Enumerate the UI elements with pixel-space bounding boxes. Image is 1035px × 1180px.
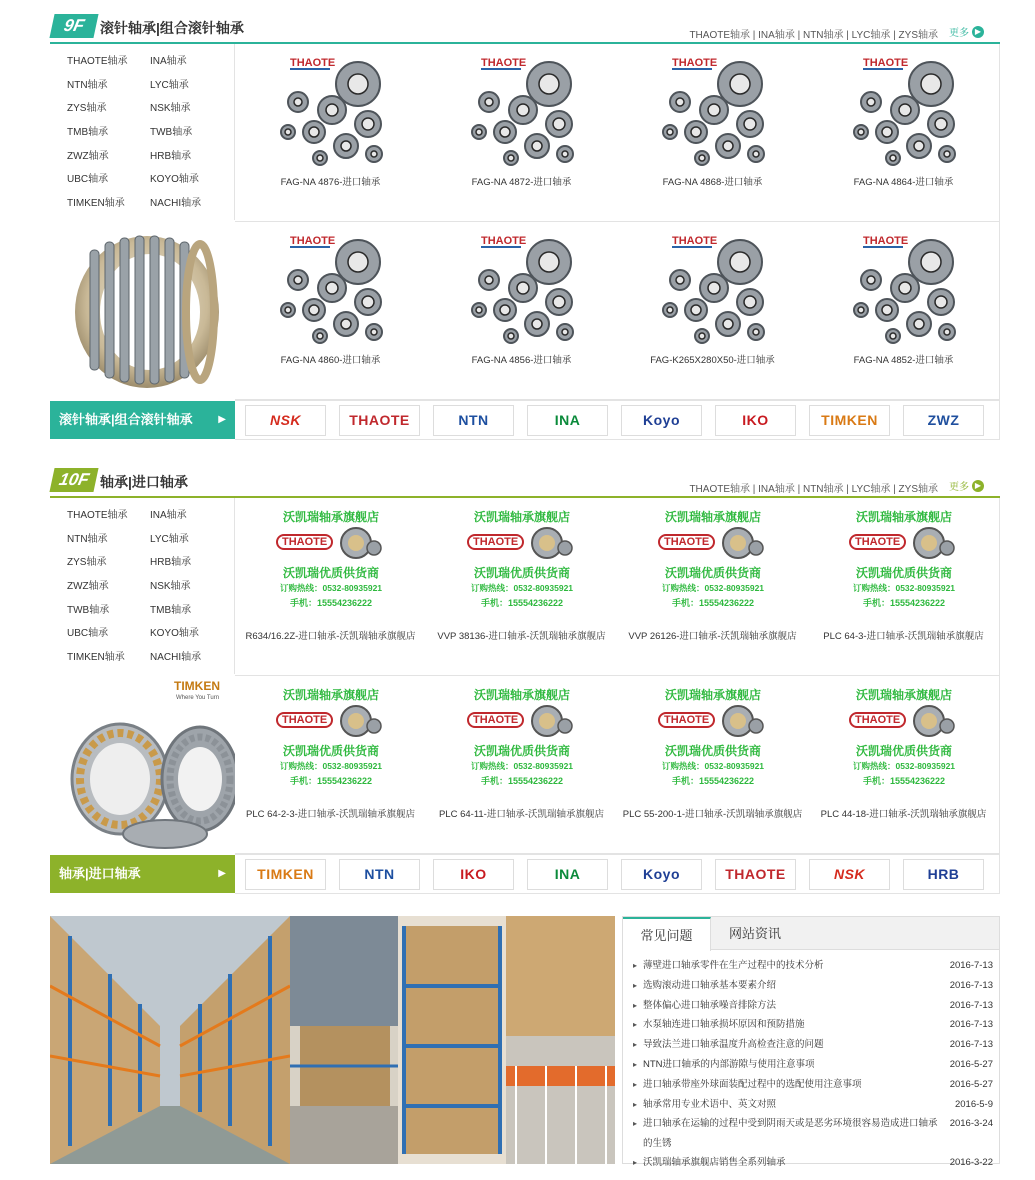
product-image[interactable] [268, 54, 394, 172]
news-item[interactable] [633, 956, 993, 976]
promo-mobile: 手机：15554236222 [862, 598, 946, 608]
category-link[interactable]: LYC轴承 [150, 533, 189, 545]
brand-logo-zwz[interactable]: ZWZ [903, 405, 984, 436]
brand-logo-iko[interactable]: IKO [433, 859, 514, 890]
warehouse-photos [50, 916, 615, 1164]
news-title[interactable]: 沃凯瑞轴承旗舰店销售全系列轴承 [643, 1157, 786, 1169]
product-title[interactable]: PLC 64-3-进口轴承-沃凯瑞轴承旗舰店 [823, 631, 984, 642]
product-card[interactable] [235, 676, 426, 854]
news-title[interactable]: 薄壁进口轴承零件在生产过程中的技术分析 [643, 960, 824, 971]
category-link[interactable]: HRB轴承 [150, 150, 192, 162]
category-link[interactable]: TWB轴承 [67, 604, 110, 616]
news-title[interactable]: 整体偏心进口轴承噪音排除方法 [643, 999, 777, 1011]
product-grid [235, 498, 1000, 854]
side-category-title[interactable] [50, 855, 235, 893]
thaote-logo-text: THAOTE [672, 57, 718, 69]
side-title-text[interactable]: 滚针轴承|组合滚针轴承 [59, 412, 193, 427]
category-list [50, 498, 235, 674]
thaote-logo-text: THAOTE [863, 57, 909, 69]
product-card[interactable] [617, 676, 808, 854]
news-panel [622, 916, 1000, 1169]
news-item[interactable] [633, 1095, 993, 1115]
product-card[interactable] [617, 44, 808, 221]
tab-site-news[interactable]: 网站资讯 [728, 926, 781, 941]
product-row [235, 44, 999, 222]
category-link[interactable]: TMB轴承 [150, 604, 192, 616]
product-card[interactable] [808, 498, 999, 675]
arrow-right-icon: ▶ [972, 26, 984, 38]
product-image[interactable] [841, 54, 967, 172]
thaote-logo-text: THAOTE [849, 534, 906, 550]
category-link[interactable]: NSK轴承 [150, 581, 191, 593]
brand-strip [235, 400, 1000, 440]
brand-logo-ina[interactable]: INA [527, 405, 608, 436]
product-title[interactable]: PLC 64-2-3-进口轴承-沃凯瑞轴承旗舰店 [246, 809, 415, 820]
promo-store-name: 沃凯瑞轴承旗舰店 [855, 510, 952, 524]
promo-store-name: 沃凯瑞轴承旗舰店 [855, 688, 952, 702]
category-link[interactable]: NSK轴承 [150, 103, 191, 115]
category-link[interactable]: ZYS轴承 [67, 557, 107, 569]
promo-hotline: 订购热线：0532-80935921 [279, 761, 383, 771]
product-card[interactable] [426, 676, 617, 854]
category-link[interactable]: TWB轴承 [150, 127, 193, 139]
product-title[interactable]: FAG-NA 4876-进口轴承 [280, 177, 381, 188]
news-title[interactable]: 进口轴承带座外球面装配过程中的选配使用注意事项 [643, 1078, 862, 1090]
product-image[interactable] [459, 686, 585, 804]
product-title[interactable]: VVP 26126-进口轴承-沃凯瑞轴承旗舰店 [628, 631, 797, 642]
promo-hotline: 订购热线：0532-80935921 [470, 583, 574, 593]
promo-hotline: 订购热线：0532-80935921 [661, 583, 765, 593]
news-title[interactable]: 选购滚动进口轴承基本要素介绍 [643, 979, 777, 991]
news-date: 2016-5-9 [954, 1098, 993, 1110]
product-image[interactable] [459, 508, 585, 626]
floor-badge: 10F [49, 468, 98, 492]
product-card[interactable] [426, 44, 617, 221]
product-title[interactable]: R634/16.2Z-进口轴承-沃凯瑞轴承旗舰店 [245, 631, 416, 642]
news-item[interactable] [633, 1114, 993, 1153]
floor-title[interactable]: 轴承|进口轴承 [100, 474, 188, 490]
news-date: 2016-3-24 [949, 1118, 993, 1130]
product-row [235, 676, 999, 854]
product-card[interactable] [426, 222, 617, 400]
promo-store-name: 沃凯瑞轴承旗舰店 [282, 510, 379, 524]
product-card[interactable] [808, 676, 999, 854]
thaote-logo-text: THAOTE [276, 534, 333, 550]
category-list [50, 44, 235, 220]
brand-logo-iko[interactable]: IKO [715, 405, 796, 436]
news-item[interactable] [633, 1153, 993, 1173]
news-item[interactable] [633, 996, 993, 1016]
product-title[interactable]: FAG-NA 4868-进口轴承 [662, 177, 763, 188]
product-grid [235, 44, 1000, 400]
promo-supplier: 沃凯瑞优质供货商 [664, 744, 761, 758]
brand-logo-nsk[interactable]: NSK [809, 859, 890, 890]
arrow-right-icon: ▶ [972, 480, 984, 492]
promo-mobile: 手机：15554236222 [862, 776, 946, 786]
category-link[interactable]: KOYO轴承 [150, 174, 199, 186]
product-card[interactable] [235, 222, 426, 400]
category-link[interactable]: ZYS轴承 [67, 103, 107, 115]
news-date: 2016-7-13 [949, 979, 993, 991]
category-link[interactable]: TIMKEN轴承 [67, 652, 125, 664]
category-link[interactable]: ZWZ轴承 [67, 581, 109, 593]
product-card[interactable] [617, 222, 808, 400]
promo-store-name: 沃凯瑞轴承旗舰店 [282, 688, 379, 702]
brand-logo-ntn[interactable]: NTN [339, 859, 420, 890]
promo-hotline: 订购热线：0532-80935921 [852, 583, 956, 593]
timken-slogan-text: Where You Turn [176, 695, 220, 701]
promo-mobile: 手机：15554236222 [289, 776, 373, 786]
category-link[interactable]: NTN轴承 [67, 533, 108, 545]
timken-bearings-image[interactable] [50, 674, 235, 854]
product-title[interactable]: VVP 38136-进口轴承-沃凯瑞轴承旗舰店 [437, 631, 606, 642]
thaote-logo-text: THAOTE [849, 712, 906, 728]
category-link[interactable]: INA轴承 [150, 56, 187, 67]
category-link[interactable]: NACHI轴承 [150, 652, 202, 664]
category-link[interactable]: KOYO轴承 [150, 628, 199, 640]
product-image[interactable] [459, 232, 585, 350]
brand-logo-koyo[interactable]: Koyo [621, 405, 702, 436]
category-link[interactable]: INA轴承 [150, 510, 187, 521]
product-image[interactable] [841, 686, 967, 804]
news-list [623, 950, 999, 1173]
warehouse-photo[interactable] [398, 916, 506, 1164]
floor-header [50, 466, 1000, 498]
brand-logo-ina[interactable]: INA [527, 859, 608, 890]
more-link[interactable] [949, 478, 984, 493]
product-card[interactable] [808, 222, 999, 400]
timken-brand-text: TIMKEN [174, 679, 220, 693]
thaote-logo-text: THAOTE [467, 712, 524, 728]
product-image[interactable] [268, 508, 394, 626]
floor-brand-links[interactable]: THAOTE轴承 | INA轴承 | NTN轴承 | LYC轴承 | ZYS轴承 [689, 30, 938, 41]
promo-hotline: 订购热线：0532-80935921 [661, 761, 765, 771]
product-title[interactable]: FAG-NA 4860-进口轴承 [280, 355, 381, 366]
product-card[interactable] [426, 498, 617, 675]
category-link[interactable]: LYC轴承 [150, 79, 189, 91]
warehouse-photo[interactable] [290, 916, 398, 1164]
thaote-logo-text: THAOTE [481, 235, 527, 247]
product-image[interactable] [650, 54, 776, 172]
news-item[interactable] [633, 1055, 993, 1075]
news-title[interactable]: NTN进口轴承的内部游隙与使用注意事项 [643, 1058, 815, 1070]
product-image[interactable] [459, 54, 585, 172]
brand-logo-hrb[interactable]: HRB [903, 859, 984, 890]
promo-store-name: 沃凯瑞轴承旗舰店 [473, 688, 570, 702]
brand-logo-timken[interactable]: TIMKEN [245, 859, 326, 890]
promo-mobile: 手机：15554236222 [480, 776, 564, 786]
product-image[interactable] [650, 232, 776, 350]
more-label[interactable]: 更多 [949, 28, 969, 39]
promo-supplier: 沃凯瑞优质供货商 [855, 566, 952, 580]
product-row [235, 222, 999, 400]
product-card[interactable] [617, 498, 808, 675]
thaote-logo-text: THAOTE [658, 534, 715, 550]
news-tabs [623, 917, 999, 950]
category-link[interactable]: THAOTE轴承 [67, 56, 128, 67]
floor-body [50, 44, 1000, 442]
news-date: 2016-7-13 [949, 1039, 993, 1051]
product-image[interactable] [650, 508, 776, 626]
brand-strip [235, 854, 1000, 894]
promo-mobile: 手机：15554236222 [480, 598, 564, 608]
warehouse-photo[interactable] [50, 916, 290, 1164]
product-row [235, 498, 999, 676]
warehouse-photo[interactable] [506, 916, 615, 1164]
brand-logo-nsk[interactable]: NSK [245, 405, 326, 436]
floor-body [50, 498, 1000, 896]
promo-supplier: 沃凯瑞优质供货商 [473, 566, 570, 580]
promo-mobile: 手机：15554236222 [289, 598, 373, 608]
thaote-logo-text: THAOTE [672, 235, 718, 247]
news-title[interactable]: 导致法兰进口轴承温度升高检查注意的问题 [643, 1039, 824, 1051]
product-title[interactable]: PLC 55-200-1-进口轴承-沃凯瑞轴承旗舰店 [622, 809, 803, 820]
thaote-logo-text: THAOTE [467, 534, 524, 550]
category-link[interactable]: TMB轴承 [67, 127, 109, 139]
news-item[interactable] [633, 1035, 993, 1055]
news-date: 2016-5-27 [949, 1058, 993, 1070]
product-image[interactable] [650, 686, 776, 804]
category-link[interactable]: HRB轴承 [150, 557, 192, 569]
more-link[interactable] [949, 24, 984, 39]
news-title[interactable]: 水泵轴连进口轴承损坏原因和预防措施 [643, 1019, 805, 1031]
news-title[interactable]: ▸ 进口轴承在运输的过程中受到阴雨天或是恶劣环境很容易造成进口轴承的生锈 [643, 1118, 938, 1149]
product-title[interactable]: FAG-NA 4856-进口轴承 [471, 355, 572, 366]
thaote-logo-text: THAOTE [863, 235, 909, 247]
brand-logo-thaote[interactable]: THAOTE [339, 405, 420, 436]
category-link[interactable]: TIMKEN轴承 [67, 198, 125, 210]
side-title-text[interactable]: 轴承|进口轴承 [59, 866, 141, 881]
category-link[interactable]: UBC轴承 [67, 628, 109, 640]
news-item[interactable] [633, 1015, 993, 1035]
news-date: 2016-7-13 [949, 999, 993, 1011]
category-link[interactable]: UBC轴承 [67, 174, 109, 186]
tab-faq[interactable]: 常见问题 [623, 917, 711, 951]
news-date: 2016-3-22 [949, 1157, 993, 1169]
floor-brand-links[interactable]: THAOTE轴承 | INA轴承 | NTN轴承 | LYC轴承 | ZYS轴承 [689, 484, 938, 495]
promo-store-name: 沃凯瑞轴承旗舰店 [664, 688, 761, 702]
category-link[interactable]: THAOTE轴承 [67, 510, 128, 521]
product-title[interactable]: FAG-NA 4864-进口轴承 [853, 177, 954, 188]
promo-supplier: 沃凯瑞优质供货商 [473, 744, 570, 758]
promo-supplier: 沃凯瑞优质供货商 [664, 566, 761, 580]
promo-mobile: 手机：15554236222 [671, 598, 755, 608]
brand-logo-koyo[interactable]: Koyo [621, 859, 702, 890]
floor-9f [50, 12, 1000, 442]
product-card[interactable] [235, 498, 426, 675]
promo-hotline: 订购热线：0532-80935921 [470, 761, 574, 771]
product-title[interactable]: FAG-NA 4852-进口轴承 [853, 355, 954, 366]
floor-badge: 9F [49, 14, 98, 38]
arrow-right-icon: ▶ [218, 868, 226, 879]
side-category-title[interactable] [50, 401, 235, 439]
floor-title[interactable]: 滚针轴承|组合滚针轴承 [100, 20, 244, 36]
promo-hotline: 订购热线：0532-80935921 [852, 761, 956, 771]
promo-supplier: 沃凯瑞优质供货商 [855, 744, 952, 758]
news-date: 2016-5-27 [949, 1078, 993, 1090]
news-item[interactable] [633, 1075, 993, 1095]
product-title[interactable]: PLC 44-18-进口轴承-沃凯瑞轴承旗舰店 [820, 809, 987, 820]
thaote-logo-text: THAOTE [290, 235, 336, 247]
floor-header [50, 12, 1000, 44]
news-date: 2016-7-13 [949, 960, 993, 971]
news-item[interactable] [633, 976, 993, 996]
promo-supplier: 沃凯瑞优质供货商 [282, 566, 379, 580]
needle-bearing-image[interactable] [50, 220, 235, 400]
promo-store-name: 沃凯瑞轴承旗舰店 [473, 510, 570, 524]
category-link[interactable]: NTN轴承 [67, 79, 108, 91]
product-title[interactable]: FAG-NA 4872-进口轴承 [471, 177, 572, 188]
news-title[interactable]: 轴承常用专业术语中、英文对照 [643, 1098, 777, 1110]
more-label[interactable]: 更多 [949, 482, 969, 493]
product-card[interactable] [235, 44, 426, 221]
brand-logo-ntn[interactable]: NTN [433, 405, 514, 436]
product-image[interactable] [268, 232, 394, 350]
product-card[interactable] [808, 44, 999, 221]
thaote-logo-text: THAOTE [658, 712, 715, 728]
promo-store-name: 沃凯瑞轴承旗舰店 [664, 510, 761, 524]
product-image[interactable] [268, 686, 394, 804]
brand-logo-thaote[interactable]: THAOTE [715, 859, 796, 890]
category-link[interactable]: NACHI轴承 [150, 198, 202, 210]
product-image[interactable] [841, 508, 967, 626]
thaote-logo-text: THAOTE [276, 712, 333, 728]
category-link[interactable]: ZWZ轴承 [67, 150, 109, 162]
product-title[interactable]: FAG-K265X280X50-进口轴承 [650, 355, 775, 366]
promo-hotline: 订购热线：0532-80935921 [279, 583, 383, 593]
arrow-right-icon: ▶ [218, 414, 226, 425]
news-date: 2016-7-13 [949, 1019, 993, 1031]
promo-mobile: 手机：15554236222 [671, 776, 755, 786]
floor-10f [50, 466, 1000, 896]
promo-supplier: 沃凯瑞优质供货商 [282, 744, 379, 758]
product-title[interactable]: PLC 64-11-进口轴承-沃凯瑞轴承旗舰店 [438, 809, 605, 820]
brand-logo-timken[interactable]: TIMKEN [809, 405, 890, 436]
thaote-logo-text: THAOTE [290, 57, 336, 69]
product-image[interactable] [841, 232, 967, 350]
thaote-logo-text: THAOTE [481, 57, 527, 69]
